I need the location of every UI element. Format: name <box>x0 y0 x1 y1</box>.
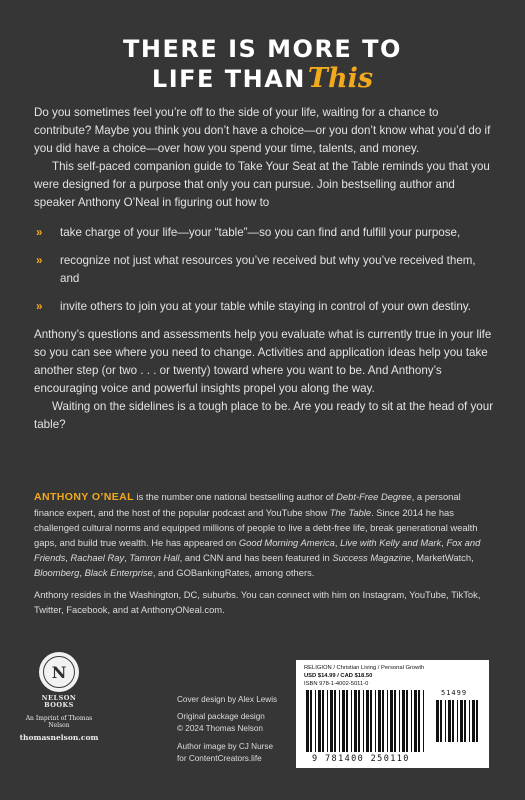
bio-text: , a personal finance expert, and the host of the popular podcast and YouTube show <box>34 491 461 518</box>
bio-text: , and CNN and has been featured in <box>179 552 333 563</box>
barcode-bar <box>342 690 345 752</box>
cover-headline <box>0 34 525 94</box>
barcode-bar <box>411 690 412 752</box>
barcode-bar <box>399 690 400 752</box>
barcode-bar <box>390 690 393 752</box>
price-addon-barcode-icon <box>436 690 480 742</box>
barcode-bar <box>418 690 420 752</box>
barcode-category: RELIGION / Christian Living / Personal Growth <box>304 665 425 671</box>
intro-paragraph-1: Do you sometimes feel you’re off to the side of your life, waiting for a chance to contribute? Maybe you think you don’t have a choice—or you don’t know what you’d do if you did have a choice—over how you spend your time, talents, and money. <box>34 106 491 155</box>
headline-script-word: This <box>307 63 374 94</box>
barcode-bar <box>445 700 446 742</box>
barcode-bar <box>322 690 324 752</box>
barcode-bar <box>346 690 348 752</box>
ean-barcode-icon <box>306 690 428 752</box>
publisher-name-line: BOOKS <box>44 701 74 709</box>
barcode-bar <box>315 690 316 752</box>
barcode-bar <box>387 690 388 752</box>
barcode-isbn: ISBN 978-1-4002-5011-0 <box>304 681 369 687</box>
barcode-bar <box>476 700 478 742</box>
benefit-list <box>34 224 494 316</box>
barcode-bar <box>382 690 384 752</box>
bio-text: , <box>79 567 85 578</box>
barcode-bar <box>334 690 336 752</box>
barcode-bar <box>460 700 463 742</box>
barcode-bar <box>464 700 466 742</box>
bio-text: , MarketWatch, <box>411 552 474 563</box>
barcode-bar <box>370 690 372 752</box>
benefit-text: recognize not just what resources you’ve received but why you’ve received them, and <box>60 254 476 285</box>
barcode-number: 9 781400 250110 <box>312 754 410 764</box>
barcode-bar <box>310 690 312 752</box>
barcode-bar <box>306 690 309 752</box>
chevron-bullet-icon: » <box>36 226 43 239</box>
bio-paragraph-2: Anthony resides in the Washington, DC, suburbs. You can connect with him on Instagram, YouTube, TikTok, Twitter, Facebook, and at AnthonyONeal.com. <box>34 589 481 615</box>
closing-paragraph-2: Waiting on the sidelines is a tough place to be. Are you ready to sit at the head of your table? <box>34 400 494 431</box>
credit-line: Original package design <box>177 712 265 722</box>
bio-text: , <box>441 537 447 548</box>
bio-text: . Since 2014 he has challenged cultural norms and equipped millions of people to live a debt-free life, break generational wealth gaps, and build true wealth. He has appeared on <box>34 507 478 548</box>
publisher-website: thomasnelson.com <box>19 733 99 742</box>
barcode-bar <box>358 690 360 752</box>
publisher-imprint: An Imprint of Thomas Nelson <box>25 715 93 729</box>
barcode-bar <box>394 690 396 752</box>
description <box>34 104 494 434</box>
bio-media-title: Success Magazine <box>332 552 411 563</box>
barcode-bar <box>351 690 352 752</box>
bio-text: , and GOBankingRates, among others. <box>152 567 315 578</box>
credit-line: for ContentCreators.life <box>177 753 262 763</box>
author-bio <box>34 489 492 617</box>
barcode-bar <box>354 690 357 752</box>
credit-line: Author image by CJ Nurse <box>177 741 274 751</box>
benefit-text: take charge of your life—your “table”—so you can find and fulfill your purpose, <box>60 226 461 239</box>
publisher-name-line: NELSON <box>41 694 77 702</box>
credit-line: Cover design by Alex Lewis <box>177 695 278 704</box>
barcode-bar <box>436 700 439 742</box>
chevron-bullet-icon: » <box>36 254 43 267</box>
nelson-seal-icon <box>39 652 79 692</box>
benefit-item <box>34 224 494 242</box>
headline-line-1: THERE IS MORE TO <box>123 35 402 63</box>
bio-media-title: Live with Kelly and Mark <box>340 537 442 548</box>
bio-text: is the number one national bestselling author of <box>133 491 337 502</box>
barcode-bar <box>330 690 333 752</box>
bio-media-title: Fox and Friends <box>34 537 481 563</box>
barcode-bar <box>472 700 475 742</box>
barcode-bar <box>469 700 470 742</box>
bio-media-title: Black Enterprise <box>84 567 153 578</box>
publisher-name <box>16 695 102 709</box>
bio-media-title: Bloomberg <box>34 567 80 578</box>
barcode-bar <box>452 700 454 742</box>
bio-text: , <box>334 537 341 548</box>
barcode-bar <box>318 690 321 752</box>
isbn-barcode-panel <box>296 660 489 768</box>
barcode-bar <box>339 690 340 752</box>
headline-line-2 <box>0 64 525 94</box>
barcode-bar <box>406 690 408 752</box>
barcode-bar <box>378 690 381 752</box>
credit-line: © 2024 Thomas Nelson <box>177 724 263 734</box>
bio-text: , <box>65 552 71 563</box>
barcode-price: USD $14.99 / CAD $18.50 <box>304 673 373 679</box>
bio-show-title: The Table <box>329 507 372 518</box>
barcode-bar <box>375 690 376 752</box>
bio-text: , <box>124 552 130 563</box>
barcode-bar <box>327 690 328 752</box>
bio-media-title: Good Morning America <box>238 537 335 548</box>
barcode-bar <box>363 690 364 752</box>
benefit-text: invite others to join you at your table while staying in control of your own destiny. <box>60 300 471 313</box>
bio-book-title: Debt-Free Degree <box>336 491 412 502</box>
barcode-bar <box>414 690 417 752</box>
bio-media-title: Tamron Hall <box>129 552 180 563</box>
closing-paragraph-1: Anthony’s questions and assessments help you evaluate what is currently true in your life so you can see where you need to change. Activities and application ideas help you take another step (or two . . . or twenty) toward where you want to be. And Anthony’s encouraging voice and powerful insights propel you along the way. <box>34 328 492 395</box>
bio-media-title: Rachael Ray <box>70 552 125 563</box>
author-name: ANTHONY O’NEAL <box>34 491 134 503</box>
barcode-addon-number: 51499 <box>441 689 468 697</box>
chevron-bullet-icon: » <box>36 300 43 313</box>
benefit-item <box>34 298 494 316</box>
barcode-bar <box>440 700 442 742</box>
benefit-item <box>34 252 494 288</box>
barcode-bar <box>423 690 424 752</box>
barcode-bar <box>402 690 405 752</box>
cover-credits <box>177 694 287 765</box>
intro-paragraph-2: This self-paced companion guide to Take Your Seat at the Table reminds you that you were designed for a purpose that only you can pursue. Join bestselling author and speaker Anthony O’Neal in figuring out how to <box>34 160 490 209</box>
publisher-logo <box>16 652 102 742</box>
bio-paragraph-1 <box>34 489 492 580</box>
seal-letter: N <box>43 656 75 688</box>
headline-line-2-text: LIFE THAN <box>151 65 306 93</box>
barcode-bar <box>448 700 451 742</box>
barcode-bar <box>366 690 369 752</box>
barcode-bar <box>457 700 458 742</box>
